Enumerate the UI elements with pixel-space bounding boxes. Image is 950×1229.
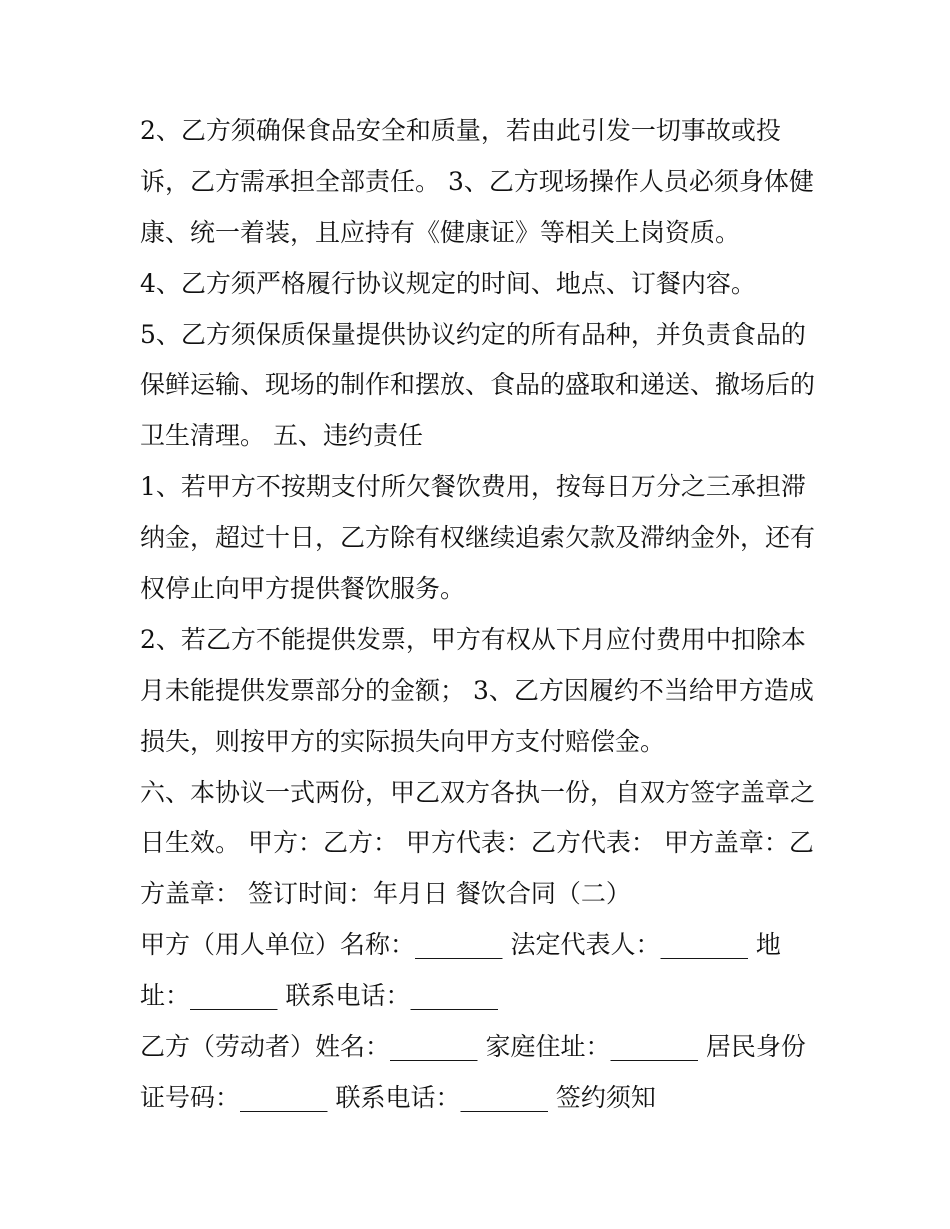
document-body <box>140 106 820 1124</box>
text-line: 2、乙方须确保食品安全和质量，若由此引发一切事故或投 <box>140 116 781 145</box>
text-line: 诉，乙方需承担全部责任。 3、乙方现场操作人员必须身体健 <box>140 166 814 196</box>
text-line: 康、统一着装，且应持有《健康证》等相关上岗资质。 <box>140 217 741 247</box>
text-line: 方盖章： 签订时间：年月日 餐饮合同（二） <box>140 879 631 909</box>
text-line: 六、本协议一式两份，甲乙双方各执一份，自双方签字盖章之 <box>140 777 816 807</box>
text-line: 日生效。 甲方：乙方： 甲方代表：乙方代表： 甲方盖章：乙 <box>140 828 814 858</box>
text-line: 5、乙方须保质保量提供协议约定的所有品种，并负责食品的 <box>140 319 806 349</box>
text-line: 1、若甲方不按期支付所欠餐饮费用，按每日万分之三承担滞 <box>140 472 806 502</box>
text-line: 2、若乙方不能提供发票，甲方有权从下月应付费用中扣除本 <box>140 624 806 654</box>
text-line: 证号码：_______ 联系电话：_______ 签约须知 <box>140 1082 656 1112</box>
text-line: 甲方（用人单位）名称：_______ 法定代表人：_______ 地 <box>140 930 781 960</box>
text-line: 卫生清理。 五、违约责任 <box>140 421 423 451</box>
text-line: 保鲜运输、现场的制作和摆放、食品的盛取和递送、撤场后的 <box>140 370 816 400</box>
text-line: 月未能提供发票部分的金额； 3、乙方因履约不当给甲方造成 <box>140 675 814 705</box>
text-line: 损失，则按甲方的实际损失向甲方支付赔偿金。 <box>140 726 666 756</box>
text-line: 4、乙方须严格履行协议规定的时间、地点、订餐内容。 <box>140 268 756 298</box>
text-line: 纳金，超过十日，乙方除有权继续追索欠款及滞纳金外，还有 <box>140 523 816 553</box>
text-line: 址：_______ 联系电话：_______ <box>140 981 498 1011</box>
text-line: 乙方（劳动者）姓名：_______ 家庭住址：_______ 居民身份 <box>140 1032 806 1062</box>
text-line: 权停止向甲方提供餐饮服务。 <box>140 574 466 604</box>
